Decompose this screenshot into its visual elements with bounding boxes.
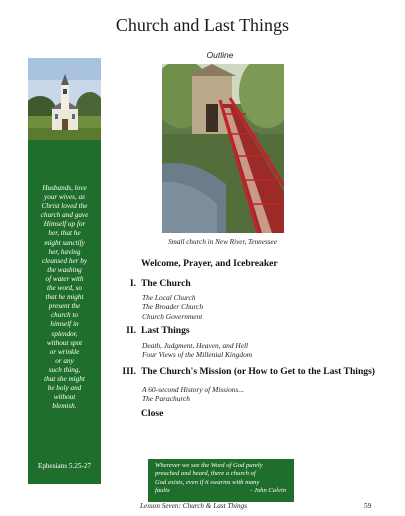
quote-line: Wherever we see the Word of God purely — [155, 462, 263, 469]
quote-line: Christ loved the — [41, 202, 88, 211]
section-items — [142, 385, 244, 404]
footer-lesson-title: Lesson Seven: Church & Last Things — [140, 502, 247, 510]
section-title: The Church's Mission (or How to Get to the Last Things) — [141, 366, 376, 377]
church-thumbnail-image — [28, 58, 101, 140]
quote-line: himself in — [50, 320, 79, 329]
sidebar-panel — [28, 58, 101, 484]
quote-line: faults — [155, 487, 170, 495]
quote-line: splendor, — [51, 329, 78, 338]
quote-line: her, that he — [48, 229, 81, 238]
quote-line: without — [53, 393, 76, 402]
quote-line: her, having — [48, 247, 81, 256]
calvin-quote-box — [148, 459, 294, 502]
section-items — [142, 341, 252, 360]
section-numeral: II. — [126, 325, 136, 336]
section-item: A 60-second History of Missions... — [142, 385, 244, 394]
quote-line: such thing, — [48, 365, 81, 374]
section-title: Last Things — [141, 325, 190, 336]
section-item: The Broader Church — [142, 302, 204, 312]
quote-line: that he might — [45, 293, 84, 302]
section-numeral: I. — [129, 278, 136, 289]
quote-line: present the — [48, 302, 81, 311]
page-number: 59 — [364, 502, 372, 510]
scripture-reference: Ephesians 5.25-27 — [37, 462, 92, 470]
quote-line: God exists, even if it swarms with many — [155, 478, 260, 486]
quote-line: cleansed her by — [41, 256, 88, 265]
welcome-heading: Welcome, Prayer, and Icebreaker — [141, 258, 278, 269]
quote-line: or wrinkle — [49, 347, 80, 356]
quote-line: be holy and — [47, 384, 82, 393]
sidebar-scripture-quote — [31, 184, 98, 411]
quote-attribution: - John Calvin — [250, 487, 286, 495]
section-items — [142, 293, 203, 321]
outline-label: Outline — [206, 50, 234, 60]
quote-line: the word, so — [46, 284, 83, 293]
section-item: The Local Church — [142, 293, 196, 302]
quote-line: of water with — [45, 274, 84, 283]
quote-line: preached and heard, there a church of — [155, 470, 256, 478]
section-title: The Church — [141, 278, 191, 289]
page-title: Church and Last Things — [115, 15, 290, 35]
quote-line: blemish. — [52, 402, 77, 411]
bridge-church-photo — [162, 64, 284, 233]
quote-last-line — [155, 487, 288, 495]
quote-line: your wives, as — [44, 193, 85, 202]
quote-line: Himself up for — [43, 220, 86, 229]
quote-line: church and gave — [40, 211, 89, 220]
close-heading: Close — [141, 408, 164, 419]
section-item: Death, Judgment, Heaven, and Hell — [142, 341, 249, 350]
section-numeral: III. — [122, 366, 136, 377]
section-item: Four Views of the Millenial Kingdom — [142, 350, 253, 360]
quote-line: might sanctify — [44, 238, 85, 247]
section-item: Church Government — [142, 311, 203, 321]
photo-caption: Small church in New River, Tennessee — [168, 238, 277, 246]
quote-line: Husbands, love — [42, 184, 87, 192]
quote-line: that she might — [44, 374, 85, 383]
quote-line: without spot — [46, 338, 83, 347]
quote-line: the washing — [47, 265, 82, 274]
section-item: The Parachurch — [142, 394, 190, 404]
quote-line: or any — [55, 356, 74, 365]
quote-line: church to — [50, 311, 79, 320]
